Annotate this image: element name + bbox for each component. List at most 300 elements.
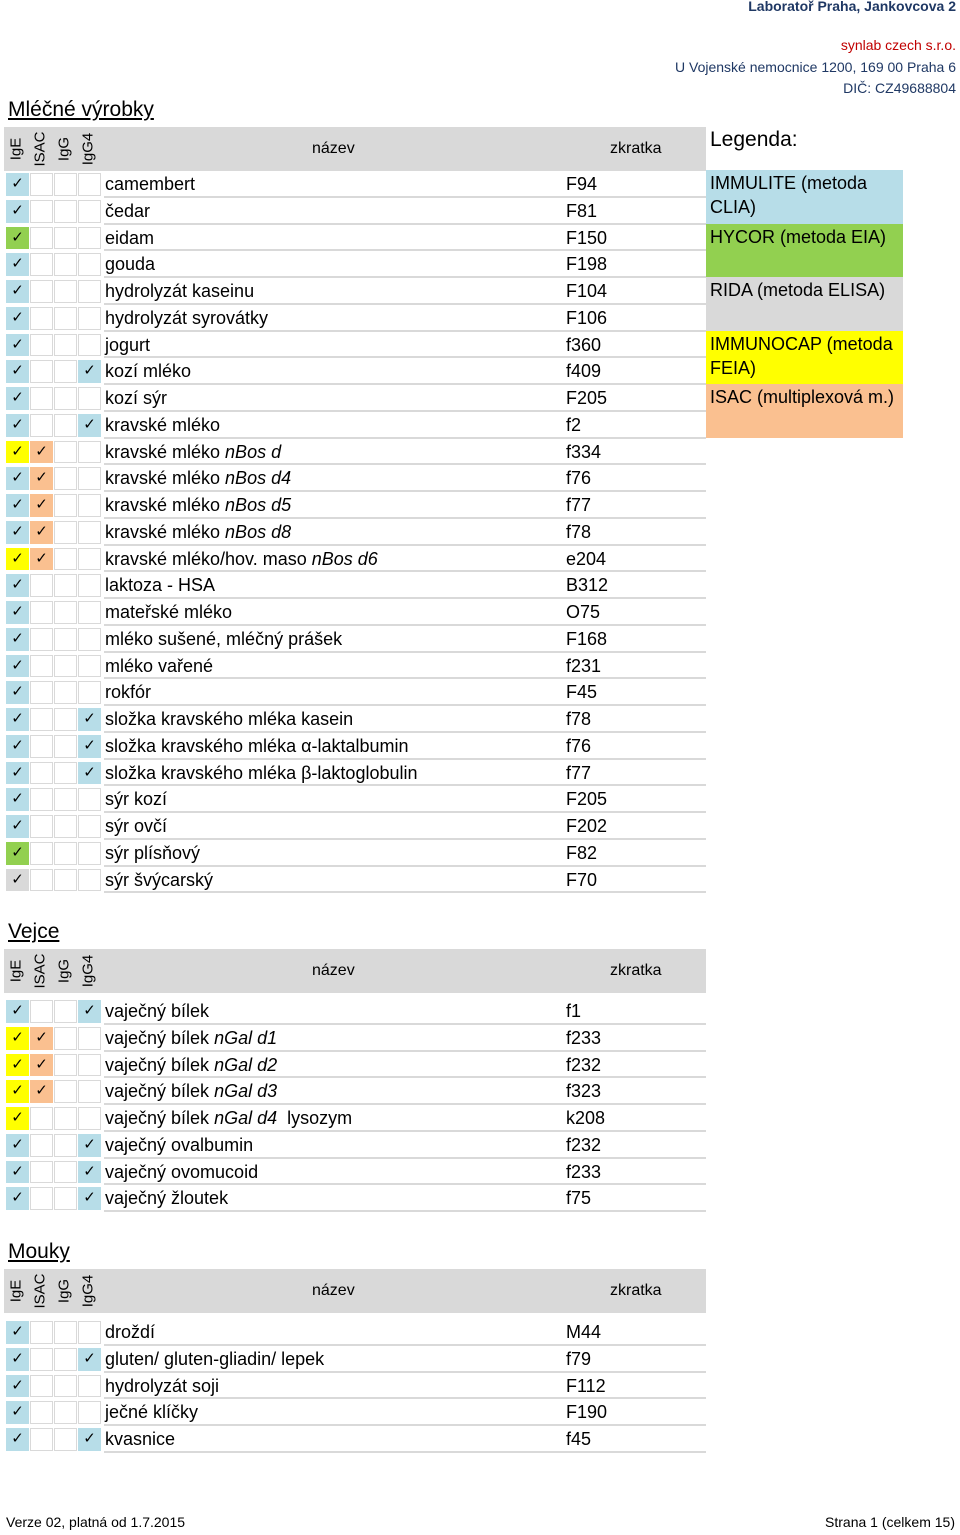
empty-cell-igg4 — [78, 788, 101, 811]
empty-cell-igg — [54, 1161, 77, 1184]
allergen-code: f77 — [566, 762, 592, 783]
empty-cell-igg — [54, 681, 77, 704]
check-icon-ige: ✓ — [6, 1054, 29, 1077]
check-icon-igg4: ✓ — [78, 1134, 101, 1157]
table-row — [4, 1399, 706, 1426]
empty-cell-isac — [30, 253, 53, 276]
allergen-name: kvasnice — [105, 1429, 176, 1449]
check-icon-ige: ✓ — [6, 467, 29, 490]
allergen-name: kravské mléko nBos d5 — [105, 495, 292, 515]
empty-cell-igg4 — [78, 521, 101, 544]
check-icon-igg4: ✓ — [78, 1348, 101, 1371]
table-row — [4, 1078, 706, 1105]
allergen-code: F198 — [566, 254, 608, 275]
section-title-dairy: Mléčné výrobky — [8, 98, 154, 121]
empty-cell-igg4 — [78, 869, 101, 892]
empty-cell-igg — [54, 788, 77, 811]
allergen-name: gouda — [105, 254, 156, 275]
empty-cell-isac — [30, 842, 53, 865]
empty-cell-isac — [30, 387, 53, 410]
empty-cell-igg — [54, 307, 77, 330]
allergen-code: F150 — [566, 227, 608, 248]
legend-hycor: HYCOR (metoda EIA) — [706, 224, 903, 278]
table-row — [4, 1132, 706, 1159]
legend-rida: RIDA (metoda ELISA) — [706, 277, 903, 331]
empty-cell-igg4 — [78, 334, 101, 357]
allergen-name: sýr plísňový — [105, 842, 201, 863]
allergen-name: laktoza - HSA — [105, 575, 216, 596]
check-icon-ige: ✓ — [6, 227, 29, 250]
empty-cell-igg — [54, 334, 77, 357]
allergen-name: droždí — [105, 1322, 156, 1342]
check-icon-ige: ✓ — [6, 1080, 29, 1103]
empty-cell-isac — [30, 334, 53, 357]
col-isac: ISAC — [31, 953, 49, 989]
check-icon-igg4: ✓ — [78, 735, 101, 758]
empty-cell-isac — [30, 815, 53, 838]
empty-cell-isac — [30, 280, 53, 303]
check-icon-isac: ✓ — [30, 1054, 53, 1077]
table-row — [4, 439, 706, 466]
empty-cell-isac — [30, 1321, 53, 1344]
allergen-name: jogurt — [105, 334, 151, 355]
allergen-code: f360 — [566, 334, 602, 355]
empty-cell-igg4 — [78, 387, 101, 410]
empty-cell-isac — [30, 708, 53, 731]
empty-cell-igg4 — [78, 655, 101, 678]
check-icon-igg4: ✓ — [78, 414, 101, 437]
check-icon-isac: ✓ — [30, 494, 53, 517]
empty-cell-igg4 — [78, 441, 101, 464]
check-icon-ige: ✓ — [6, 1375, 29, 1398]
allergen-code: f78 — [566, 709, 592, 729]
empty-cell-igg4 — [78, 307, 101, 330]
empty-cell-isac — [30, 307, 53, 330]
allergen-code: f334 — [566, 441, 602, 462]
empty-cell-igg4 — [78, 494, 101, 517]
col-ige: IgE — [7, 959, 25, 983]
allergen-code: f78 — [566, 521, 592, 542]
empty-cell-igg — [54, 1428, 77, 1451]
empty-cell-isac — [30, 227, 53, 250]
col-abbr: zkratka — [610, 140, 662, 157]
allergen-name: vaječný bílek nGal d4 lysozym — [105, 1108, 353, 1128]
allergen-code: F82 — [566, 842, 598, 863]
empty-cell-igg — [54, 1080, 77, 1103]
allergen-name: kravské mléko nBos d4 — [105, 468, 292, 489]
empty-cell-igg — [54, 655, 77, 678]
allergen-name: eidam — [105, 227, 155, 248]
empty-cell-igg4 — [78, 467, 101, 490]
empty-cell-igg4 — [78, 1054, 101, 1077]
empty-cell-igg — [54, 387, 77, 410]
empty-cell-igg4 — [78, 548, 101, 571]
empty-cell-igg4 — [78, 815, 101, 838]
allergen-name: vaječný žloutek — [105, 1188, 229, 1209]
table-row — [4, 1426, 706, 1453]
empty-cell-igg — [54, 494, 77, 517]
empty-cell-igg — [54, 842, 77, 865]
check-icon-isac: ✓ — [30, 1080, 53, 1103]
col-name: název — [312, 140, 355, 157]
table-row — [4, 332, 706, 359]
table-row — [4, 1052, 706, 1079]
empty-cell-igg — [54, 227, 77, 250]
empty-cell-igg4 — [78, 200, 101, 223]
allergen-code: f231 — [566, 655, 602, 676]
check-icon-ige: ✓ — [6, 735, 29, 758]
empty-cell-isac — [30, 1401, 53, 1424]
check-icon-ige: ✓ — [6, 1027, 29, 1050]
check-icon-ige: ✓ — [6, 521, 29, 544]
table-row — [4, 465, 706, 492]
table-row — [4, 171, 706, 198]
check-icon-ige: ✓ — [6, 1348, 29, 1371]
col-isac: ISAC — [31, 131, 49, 167]
check-icon-igg4: ✓ — [78, 708, 101, 731]
allergen-name: kozí mléko — [105, 361, 192, 382]
allergen-name: gluten/ gluten-gliadin/ lepek — [105, 1348, 325, 1369]
col-name: název — [312, 962, 355, 979]
allergen-name: kravské mléko/hov. maso nBos d6 — [105, 548, 378, 569]
eggs-table — [4, 998, 706, 1212]
allergen-code: F112 — [566, 1375, 606, 1396]
table-row — [4, 599, 706, 626]
table-row — [4, 679, 706, 706]
footer-page: Strana 1 (celkem 15) — [825, 1514, 955, 1530]
allergen-code: f79 — [566, 1348, 592, 1369]
table-row — [4, 198, 706, 225]
allergen-code: f232 — [566, 1054, 602, 1075]
allergen-name: mateřské mléko — [105, 602, 233, 622]
allergen-name: složka kravského mléka kasein — [105, 709, 354, 729]
check-icon-igg4: ✓ — [78, 762, 101, 785]
empty-cell-igg — [54, 869, 77, 892]
empty-cell-igg4 — [78, 280, 101, 303]
check-icon-ige: ✓ — [6, 869, 29, 892]
check-icon-ige: ✓ — [6, 815, 29, 838]
check-icon-ige: ✓ — [6, 1161, 29, 1184]
check-icon-ige: ✓ — [6, 494, 29, 517]
table-row — [4, 840, 706, 867]
empty-cell-igg — [54, 762, 77, 785]
col-igg: IgG — [55, 958, 73, 984]
allergen-name: vaječný bílek — [105, 1001, 210, 1021]
allergen-name: kravské mléko nBos d8 — [105, 521, 292, 542]
empty-cell-igg — [54, 414, 77, 437]
empty-cell-isac — [30, 1134, 53, 1157]
check-icon-ige: ✓ — [6, 173, 29, 196]
check-icon-ige: ✓ — [6, 1000, 29, 1023]
empty-cell-igg — [54, 521, 77, 544]
allergen-code: O75 — [566, 602, 601, 622]
flours-table — [4, 1319, 706, 1453]
col-igg4: IgG4 — [79, 132, 97, 166]
col-igg: IgG — [55, 136, 73, 162]
check-icon-ige: ✓ — [6, 253, 29, 276]
table-row — [4, 358, 706, 385]
empty-cell-igg — [54, 735, 77, 758]
check-icon-ige: ✓ — [6, 762, 29, 785]
empty-cell-igg4 — [78, 173, 101, 196]
table-row — [4, 546, 706, 573]
empty-cell-igg — [54, 1401, 77, 1424]
check-icon-ige: ✓ — [6, 548, 29, 571]
col-igg: IgG — [55, 1278, 73, 1304]
table-row — [4, 786, 706, 813]
allergen-name: kravské mléko nBos d — [105, 441, 282, 462]
col-name: název — [312, 1282, 355, 1299]
empty-cell-igg4 — [78, 1375, 101, 1398]
empty-cell-igg4 — [78, 842, 101, 865]
allergen-code: F190 — [566, 1402, 608, 1423]
table-row — [4, 813, 706, 840]
legend-immunocap: IMMUNOCAP (metoda FEIA) — [706, 331, 903, 385]
check-icon-igg4: ✓ — [78, 1161, 101, 1184]
table-row — [4, 305, 706, 332]
empty-cell-igg4 — [78, 1027, 101, 1050]
allergen-name: vaječný bílek nGal d2 — [105, 1054, 278, 1075]
allergen-code: F81 — [566, 200, 598, 221]
table-row — [4, 412, 706, 439]
col-abbr: zkratka — [610, 962, 662, 979]
allergen-code: F106 — [566, 307, 608, 328]
check-icon-ige: ✓ — [6, 334, 29, 357]
check-icon-ige: ✓ — [6, 441, 29, 464]
table-row — [4, 519, 706, 546]
table-row — [4, 998, 706, 1025]
empty-cell-isac — [30, 1348, 53, 1371]
allergen-code: f77 — [566, 495, 592, 515]
check-icon-ige: ✓ — [6, 307, 29, 330]
check-icon-ige: ✓ — [6, 360, 29, 383]
lab-name: Laboratoř Praha, Jankovcova 2 — [748, 0, 956, 14]
allergen-name: složka kravského mléka α-laktalbumin — [105, 735, 409, 756]
table-row — [4, 1105, 706, 1132]
section-title-flours: Mouky — [8, 1240, 70, 1263]
empty-cell-isac — [30, 735, 53, 758]
empty-cell-isac — [30, 173, 53, 196]
empty-cell-isac — [30, 1375, 53, 1398]
table-row — [4, 1373, 706, 1400]
table-row — [4, 760, 706, 787]
check-icon-isac: ✓ — [30, 1027, 53, 1050]
allergen-code: F70 — [566, 869, 598, 890]
empty-cell-isac — [30, 1161, 53, 1184]
empty-cell-igg4 — [78, 601, 101, 624]
allergen-name: hydrolyzát soji — [105, 1375, 220, 1396]
check-icon-ige: ✓ — [6, 655, 29, 678]
check-icon-isac: ✓ — [30, 521, 53, 544]
allergen-name: sýr kozí — [105, 789, 168, 810]
allergen-name: hydrolyzát kaseinu — [105, 281, 255, 301]
empty-cell-isac — [30, 574, 53, 597]
allergen-name: camembert — [105, 174, 196, 194]
allergen-code: f233 — [566, 1161, 602, 1182]
empty-cell-igg4 — [78, 681, 101, 704]
table-row — [4, 867, 706, 894]
empty-cell-isac — [30, 655, 53, 678]
check-icon-ige: ✓ — [6, 681, 29, 704]
allergen-name: vaječný bílek nGal d3 — [105, 1081, 278, 1102]
empty-cell-igg — [54, 1375, 77, 1398]
table-row — [4, 626, 706, 653]
legend-title: Legenda: — [710, 128, 798, 151]
table-row — [4, 1185, 706, 1212]
check-icon-ige: ✓ — [6, 708, 29, 731]
table-row — [4, 733, 706, 760]
allergen-code: F94 — [566, 174, 598, 194]
empty-cell-igg — [54, 574, 77, 597]
company-address: U Vojenské nemocnice 1200, 169 00 Praha 6 — [675, 59, 956, 75]
allergen-code: F45 — [566, 682, 598, 703]
allergen-code: f233 — [566, 1027, 602, 1048]
table-row — [4, 653, 706, 680]
dairy-table — [4, 171, 706, 893]
allergen-code: F168 — [566, 628, 608, 649]
check-icon-ige: ✓ — [6, 387, 29, 410]
allergen-code: f2 — [566, 414, 582, 435]
empty-cell-igg — [54, 1187, 77, 1210]
footer-version: Verze 02, platná od 1.7.2015 — [6, 1514, 186, 1530]
empty-cell-isac — [30, 681, 53, 704]
check-icon-ige: ✓ — [6, 280, 29, 303]
check-icon-ige: ✓ — [6, 200, 29, 223]
check-icon-ige: ✓ — [6, 574, 29, 597]
company-dic: DIČ: CZ49688804 — [843, 80, 956, 96]
empty-cell-igg4 — [78, 1321, 101, 1344]
allergen-code: k208 — [566, 1108, 606, 1128]
empty-cell-igg4 — [78, 1401, 101, 1424]
table-row — [4, 225, 706, 252]
empty-cell-igg — [54, 200, 77, 223]
check-icon-igg4: ✓ — [78, 360, 101, 383]
empty-cell-igg — [54, 708, 77, 731]
allergen-name: kozí sýr — [105, 388, 168, 408]
empty-cell-igg — [54, 467, 77, 490]
check-icon-ige: ✓ — [6, 1107, 29, 1130]
allergen-name: rokfór — [105, 682, 152, 703]
col-ige: IgE — [7, 1279, 25, 1303]
allergen-code: f323 — [566, 1081, 602, 1102]
empty-cell-isac — [30, 628, 53, 651]
empty-cell-igg — [54, 815, 77, 838]
col-ige: IgE — [7, 137, 25, 161]
col-igg4: IgG4 — [79, 954, 97, 988]
table-row — [4, 251, 706, 278]
empty-cell-igg — [54, 1348, 77, 1371]
allergen-code: F202 — [566, 816, 608, 836]
check-icon-igg4: ✓ — [78, 1428, 101, 1451]
allergen-name: čedar — [105, 200, 151, 221]
empty-cell-isac — [30, 1107, 53, 1130]
empty-cell-igg4 — [78, 1080, 101, 1103]
empty-cell-igg — [54, 1134, 77, 1157]
allergen-code: f45 — [566, 1429, 592, 1449]
empty-cell-igg4 — [78, 253, 101, 276]
empty-cell-isac — [30, 1000, 53, 1023]
empty-cell-igg — [54, 253, 77, 276]
empty-cell-igg — [54, 1107, 77, 1130]
allergen-name: vaječný ovalbumin — [105, 1134, 254, 1155]
allergen-name: mléko vařené — [105, 655, 214, 676]
allergen-code: B312 — [566, 575, 609, 596]
table-row — [4, 278, 706, 305]
allergen-name: hydrolyzát syrovátky — [105, 307, 269, 328]
section-title-eggs: Vejce — [8, 920, 60, 943]
empty-cell-igg4 — [78, 574, 101, 597]
table-row — [4, 492, 706, 519]
check-icon-ige: ✓ — [6, 1401, 29, 1424]
table-row — [4, 1159, 706, 1186]
check-icon-igg4: ✓ — [78, 1000, 101, 1023]
table-row — [4, 1319, 706, 1346]
col-abbr: zkratka — [610, 1282, 662, 1299]
empty-cell-igg — [54, 628, 77, 651]
empty-cell-igg — [54, 601, 77, 624]
empty-cell-isac — [30, 601, 53, 624]
check-icon-isac: ✓ — [30, 467, 53, 490]
table-row — [4, 1025, 706, 1052]
allergen-name: složka kravského mléka β-laktoglobulin — [105, 762, 418, 783]
empty-cell-igg — [54, 1054, 77, 1077]
empty-cell-igg — [54, 441, 77, 464]
col-igg4: IgG4 — [79, 1274, 97, 1308]
empty-cell-igg4 — [78, 628, 101, 651]
check-icon-ige: ✓ — [6, 628, 29, 651]
allergen-code: M44 — [566, 1322, 602, 1342]
check-icon-isac: ✓ — [30, 441, 53, 464]
allergen-name: vaječný ovomucoid — [105, 1161, 259, 1182]
table-header — [4, 127, 706, 171]
allergen-code: F104 — [566, 281, 608, 301]
check-icon-ige: ✓ — [6, 1134, 29, 1157]
empty-cell-isac — [30, 762, 53, 785]
legend-isac: ISAC (multiplexová m.) — [706, 384, 903, 438]
table-row — [4, 385, 706, 412]
allergen-name: sýr ovčí — [105, 816, 168, 836]
empty-cell-igg4 — [78, 227, 101, 250]
empty-cell-igg — [54, 280, 77, 303]
allergen-code: f76 — [566, 735, 592, 756]
empty-cell-isac — [30, 1187, 53, 1210]
empty-cell-igg — [54, 173, 77, 196]
empty-cell-isac — [30, 414, 53, 437]
check-icon-isac: ✓ — [30, 548, 53, 571]
check-icon-ige: ✓ — [6, 1428, 29, 1451]
table-header — [4, 1269, 706, 1313]
company-name: synlab czech s.r.o. — [840, 37, 956, 53]
allergen-code: f76 — [566, 468, 592, 489]
check-icon-ige: ✓ — [6, 414, 29, 437]
allergen-code: f232 — [566, 1134, 602, 1155]
empty-cell-igg — [54, 548, 77, 571]
allergen-code: f409 — [566, 361, 602, 382]
empty-cell-igg — [54, 1000, 77, 1023]
empty-cell-igg — [54, 1027, 77, 1050]
empty-cell-isac — [30, 1428, 53, 1451]
check-icon-igg4: ✓ — [78, 1187, 101, 1210]
col-isac: ISAC — [31, 1273, 49, 1309]
allergen-name: sýr švýcarský — [105, 869, 213, 890]
allergen-name: mléko sušené, mléčný prášek — [105, 628, 343, 649]
table-row — [4, 706, 706, 733]
legend-immulite: IMMULITE (metoda CLIA) — [706, 170, 903, 224]
allergen-code: e204 — [566, 548, 607, 569]
table-header — [4, 949, 706, 993]
table-row — [4, 1346, 706, 1373]
allergen-code: f1 — [566, 1001, 582, 1021]
